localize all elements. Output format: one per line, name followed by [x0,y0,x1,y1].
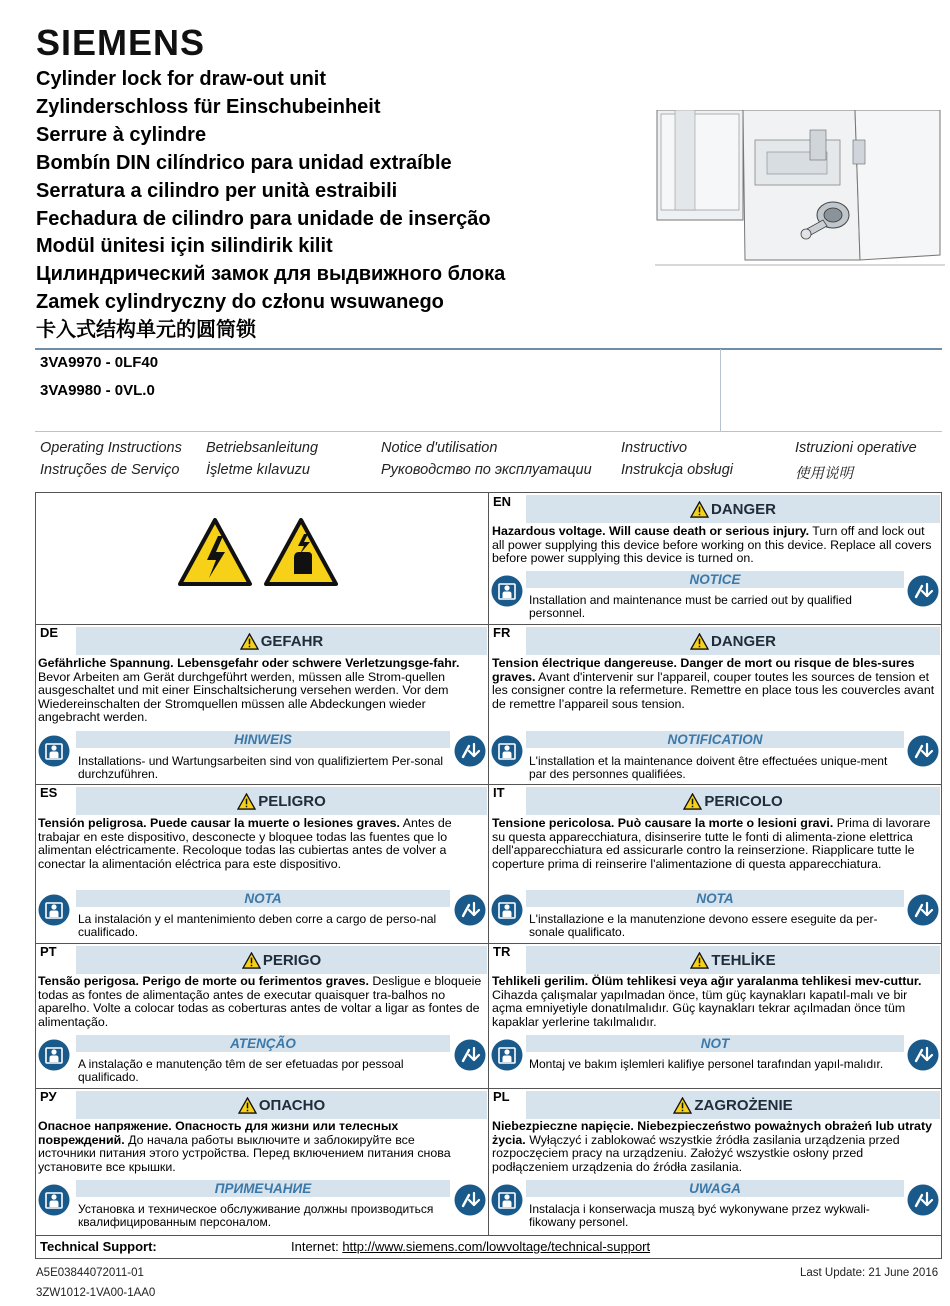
danger-text: Tensão perigosa. Perigo de morte ou ferimentos graves. Desligue e bloqueie todas as fontes de alimentação antes de executar quaisquer tra-balhos no aparelho. Volte a colocar todas as coberturas antes de voltar a ligar as fontes de alimentação. [38,974,482,1029]
warning-triangle-icon [690,952,709,969]
notice-text: Installations- und Wartungsarbeiten sind von qualifiziertem Per-sonal durchzuführen. [78,754,444,781]
warning-triangle-icon [242,952,261,969]
manual-title-pt: Instruções de Serviço [40,462,180,478]
support-link[interactable]: http://www.siemens.com/lowvoltage/technical-support [342,1239,651,1254]
doc-number: A5E03844072011-01 [36,1267,144,1279]
danger-header: DANGER [526,495,940,523]
electric-shock-warning-icons [178,518,338,586]
read-manual-icon [454,894,486,926]
section-ru [36,1089,488,1235]
lang-code: IT [493,785,505,800]
section-fr [489,625,941,784]
manual-title-tr: İşletme kılavuzu [206,462,310,478]
title-en: Cylinder lock for draw-out unit [36,68,327,90]
danger-header: ZAGROŻENIE [526,1091,940,1119]
title-pt: Fechadura de cilindro para unidade de inserção [36,207,491,230]
title-pl: Zamek cylindryczny do członu wsuwanego [36,291,444,314]
manual-title-zh: 使用说明 [795,466,853,482]
high-voltage-icon [180,520,250,584]
manual-title-pl: Instrukcja obsługi [621,462,734,478]
warning-triangle-icon [240,633,259,650]
section-it [489,785,941,943]
internet-label: Internet: [291,1239,343,1254]
qualified-personnel-icon [38,1039,70,1071]
qualified-personnel-icon [38,735,70,767]
last-update: Last Update: 21 June 2016 [800,1267,939,1279]
notice-text: L'installation et la maintenance doivent être effectuées unique-ment par des personnes qualifiées. [529,754,888,781]
notice-text: A instalação e manutenção têm de ser efetuadas por pessoal qualificado. [78,1057,404,1084]
electric-shock-hand-icon [266,520,336,584]
danger-header: DANGER [526,627,940,655]
danger-text: Gefährliche Spannung. Lebensgefahr oder schwere Verletzungsge-fahr. Bevor Arbeiten am Gerät durchgeführt werden, müssen alle Strom-quellen ausgeschaltet und mit einer Einschaltsicherung versehen werden. Vor dem Wiedereinschalten der Stromquellen müssen alle Abdeckungen wieder angebracht werden. [38,656,460,725]
title-zh: 卡入式结构单元的圆筒锁 [36,319,256,342]
danger-header: PERICOLO [526,787,940,815]
product-illustration [655,110,945,270]
lang-code: РУ [40,1089,57,1104]
notice-text: L'installazione e la manutenzione devono essere eseguite da per-sonale qualificato. [529,912,878,939]
read-manual-icon [454,735,486,767]
danger-header: GEFAHR [76,627,487,655]
siemens-logo: SIEMENS [36,22,206,63]
lang-code: TR [493,944,511,959]
manual-title-ru: Руководство по эксплуатации [381,462,592,478]
danger-text: Tensione pericolosa. Può causare la morte o lesioni gravi. Prima di lavorare su questa apparecchiatura, disinserire tutte le fonti di alimenta-zione elettrica dell'apparecchiatura ed assicurarle contro la reinserzione. Riapplicare tutte le coperture prima di reinserire l'alimentazione di questa apparecchiatura. [492,816,931,871]
section-es [36,785,488,943]
read-manual-icon [907,1184,939,1216]
qualified-personnel-icon [491,1039,523,1071]
warning-grid [35,492,942,1259]
qualified-personnel-icon [491,735,523,767]
notice-text: Instalacja i konserwacja muszą być wykonywane przez wykwali-fikowany personel. [529,1202,870,1229]
notice-text: Installation and maintenance must be carried out by qualified personnel. [529,593,852,620]
danger-text: Hazardous voltage. Will cause death or serious injury. Turn off and lock out all power supplying this device before working on this device. Replace all covers before power supplying this device is turned on. [492,524,932,566]
danger-text: Tensión peligrosa. Puede causar la muerte o lesiones graves. Antes de trabajar en este dispositivo, desconecte y bloquee todas las fuentes que lo alimentan eléctricamente. Recoloque todas las cubiertas antes de volver a conectar la alimentación eléctrica para este dispositivo. [38,816,452,871]
manual-title-fr: Notice d'utilisation [381,440,498,456]
product-code: 3ZW1012-1VA00-1AA0 [36,1287,156,1299]
danger-text: Опасное напряжение. Опасность для жизни или телесных повреждений. До начала работы выключите и заблокируйте все источники питания этого устройства. Перед включением питания снова установите все крышки. [38,1119,451,1174]
read-manual-icon [454,1039,486,1071]
order-divider [720,349,721,431]
lang-code: ES [40,785,58,800]
lang-code: PT [40,944,57,959]
manual-title-de: Betriebsanleitung [206,440,319,456]
section-en [489,493,941,624]
danger-header: ОПАСНО [76,1091,487,1119]
title-de: Zylinderschloss für Einschubeinheit [36,95,381,118]
section-tr [489,944,941,1088]
notice-header: NOT [526,1035,904,1052]
order-number-2: 3VA9980 - 0VL.0 [40,382,155,399]
lang-code: DE [40,625,59,640]
danger-text: Niebezpieczne napięcie. Niebezpieczeństwo poważnych obrażeń lub utraty życia. Wyłączyć i zablokować wszystkie źródła zasilania urządzenia przed rozpoczęciem pracy na urządzeniu. Założyć wszystkie osłony przed podłączeniem urządzenia do źródła zasilania. [492,1119,932,1174]
notice-header: ATENÇÃO [76,1035,450,1052]
warning-triangle-icon [237,793,256,810]
read-manual-icon [907,735,939,767]
section-pt [36,944,488,1088]
notice-header: ПРИМЕЧАНИЕ [76,1180,450,1197]
danger-header: PERIGO [76,946,487,974]
notice-header: HINWEIS [76,731,450,748]
notice-text: Montaj ve bakım işlemleri kalifiye personel tarafından yapıl-malıdır. [529,1057,884,1071]
manual-title-it: Istruzioni operative [795,440,917,456]
title-tr: Modül ünitesi için silindirik kilit [36,235,333,258]
notice-header: NOTA [526,890,904,907]
notice-header: NOTICE [526,571,904,588]
notice-text: La instalación y el mantenimiento deben corre a cargo de perso-nal cualificado. [78,912,437,939]
title-es: Bombín DIN cilíndrico para unidad extraíble [36,151,452,174]
notice-header: NOTA [76,890,450,907]
order-number-1: 3VA9970 - 0LF40 [40,354,159,371]
order-bottom-divider [35,431,942,432]
section-de [36,625,488,784]
qualified-personnel-icon [38,1184,70,1216]
read-manual-icon [907,1039,939,1071]
warning-triangle-icon [673,1097,692,1114]
technical-support-row [35,1235,942,1259]
notice-header: UWAGA [526,1180,904,1197]
qualified-personnel-icon [491,1184,523,1216]
warning-triangle-icon [683,793,702,810]
internet-line [291,1239,650,1254]
section-pl [489,1089,941,1235]
lang-code: EN [493,494,512,509]
notice-text: Установка и техническое обслуживание должны производиться квалифицированным персоналом. [78,1202,434,1229]
qualified-personnel-icon [491,575,523,607]
warning-triangle-icon [238,1097,257,1114]
danger-text: Tension électrique dangereuse. Danger de mort ou risque de bles-sures graves. Avant d'intervenir sur l'appareil, couper toutes les sources de tension et les consigner contre la refermeture. Remettre en place tous les couvercles avant de remettre l’appareil sous tension. [492,656,935,711]
manual-title-en: Operating Instructions [40,440,182,456]
warning-triangle-icon [690,633,709,650]
title-ru: Цилиндрический замок для выдвижного блока [36,263,506,286]
support-label: Technical Support: [40,1239,157,1254]
danger-header: TEHLİKE [526,946,940,974]
lang-code: FR [493,625,511,640]
read-manual-icon [454,1184,486,1216]
title-it: Serratura a cilindro per unità estraibili [36,179,398,202]
title-list [36,66,505,345]
qualified-personnel-icon [491,894,523,926]
danger-text: Tehlikeli gerilim. Ölüm tehlikesi veya ağır yaralanma tehlikesi mev-cuttur. Cihazda çalışmalar yapılmadan önce, tüm güç kaynakları kapatıl-malı ve bir açma emniyetiyle donatılmalıdır. Güç kaynakları tekrar açılmadan önce tüm kapaklar yerlerine takılmalıdır. [492,974,922,1029]
manual-title-es: Instructivo [621,440,688,456]
lang-code: PL [493,1089,510,1104]
header-divider [35,348,942,350]
notice-header: NOTIFICATION [526,731,904,748]
danger-header: PELIGRO [76,787,487,815]
title-fr: Serrure à cylindre [36,123,207,146]
read-manual-icon [907,575,939,607]
qualified-personnel-icon [38,894,70,926]
read-manual-icon [907,894,939,926]
warning-triangle-icon [690,501,709,518]
